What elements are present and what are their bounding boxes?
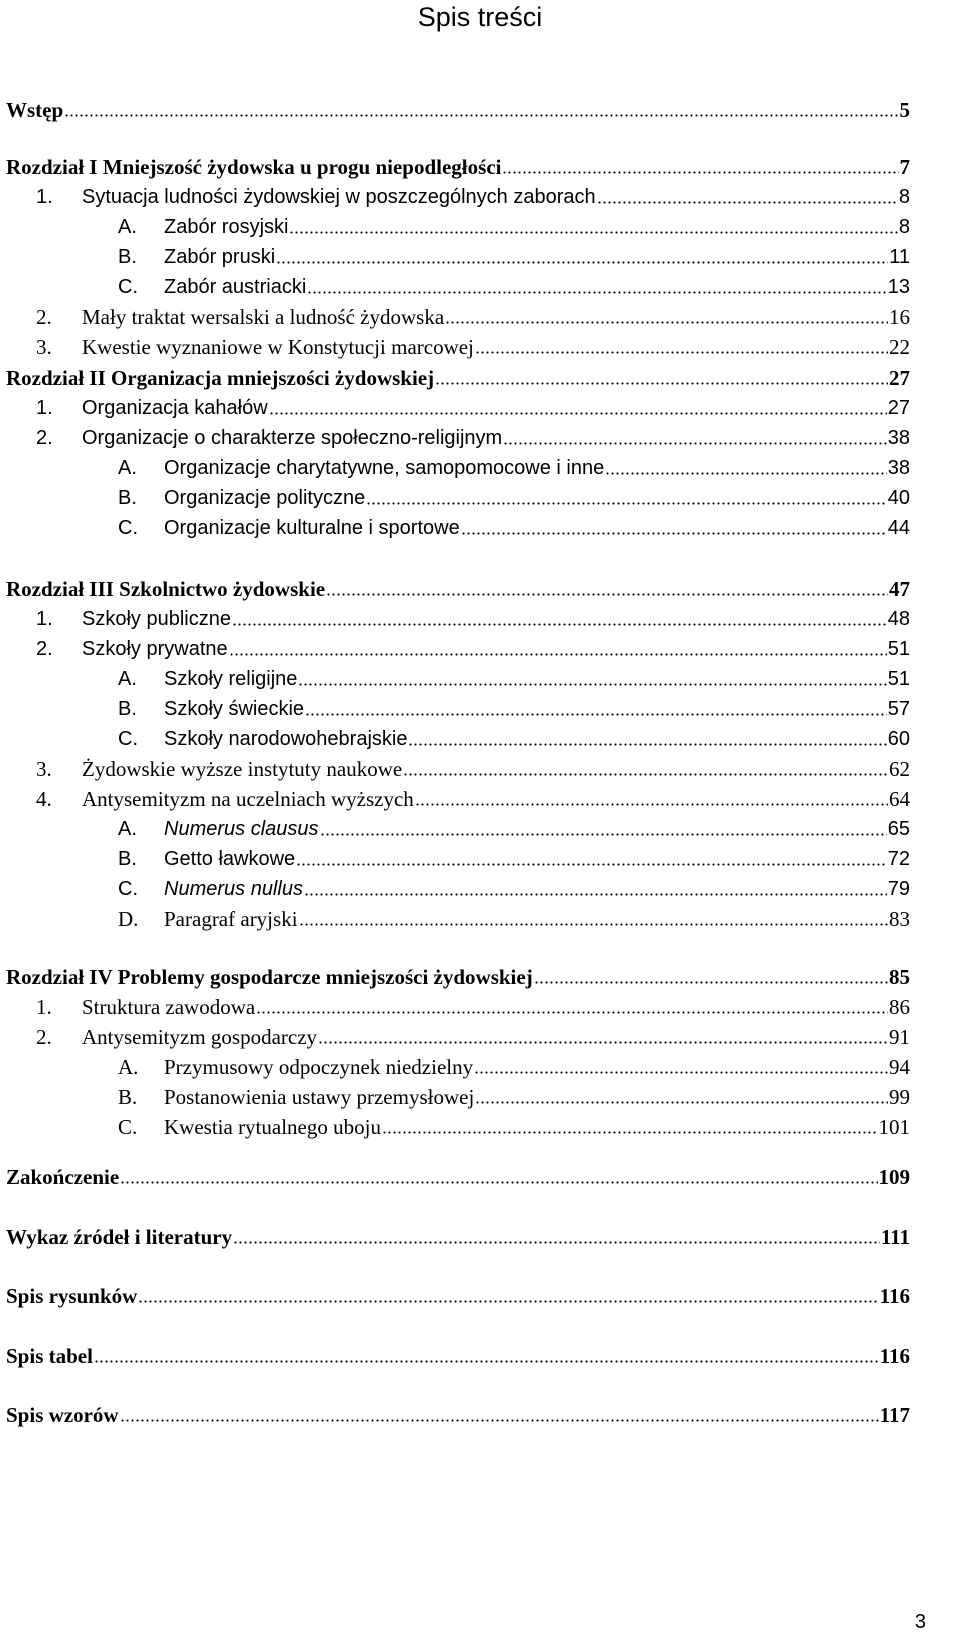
toc-entry-label: Struktura zawodowa (82, 995, 256, 1019)
toc-entry-page: 79 (887, 878, 910, 900)
toc-entry-label: Rozdział IV Problemy gospodarcze mniejszości żydowskiej (6, 965, 533, 989)
toc-entry-label: Szkoły narodowohebrajskie (164, 728, 408, 750)
toc-entry-number: C. (118, 276, 138, 298)
dot-leader (475, 349, 888, 355)
dot-leader (445, 319, 888, 325)
toc-entry-number: 3. (36, 757, 52, 781)
dot-leader (474, 1069, 888, 1075)
toc-entry[interactable] (6, 904, 910, 932)
toc-entry-label: Rozdział I Mniejszość żydowska u progu niepodległości (6, 155, 502, 179)
toc-entry-page: 85 (889, 965, 910, 989)
dot-leader (120, 1179, 877, 1185)
toc-entry-label: Szkoły prywatne (82, 638, 228, 660)
dot-leader (382, 1129, 878, 1135)
toc-entry[interactable] (6, 1082, 910, 1110)
toc-entry-page: 8 (898, 216, 910, 238)
dot-leader (605, 470, 887, 476)
dot-leader (120, 1417, 879, 1423)
toc-chapter-entry[interactable] (6, 1281, 910, 1309)
dot-leader (298, 681, 886, 687)
toc-entry[interactable] (6, 212, 910, 240)
toc-entry-label: Zabór rosyjski (164, 216, 289, 238)
toc-entry-label: Żydowskie wyższe instytuty naukowe (82, 757, 403, 781)
toc-entry-label: Zabór austriacki (164, 276, 307, 298)
toc-entry-page: 83 (889, 907, 910, 931)
toc-entry-label: Getto ławkowe (164, 848, 296, 870)
toc-entry-label: Paragraf aryjski (164, 907, 298, 931)
toc-entry-label: Organizacje charytatywne, samopomocowe i inne (164, 457, 605, 479)
toc-entry-label: Sytuacja ludności żydowskiej w poszczególnych zaborach (82, 186, 596, 208)
toc-entry-label: Szkoły religijne (164, 668, 298, 690)
dot-leader (502, 169, 898, 175)
toc-entry-number: 2. (36, 1025, 52, 1049)
toc-entry-label: Organizacja kahałów (82, 397, 268, 419)
dot-leader (307, 289, 886, 295)
toc-entry-page: 94 (889, 1055, 910, 1079)
toc-entry[interactable] (6, 423, 910, 451)
toc-entry-page: 116 (879, 1344, 910, 1368)
toc-entry-number: C. (118, 517, 138, 539)
dot-leader (138, 1298, 878, 1304)
toc-entry-page: 44 (887, 517, 910, 539)
toc-entry-number: B. (118, 1085, 138, 1109)
toc-entry-label: Rozdział II Organizacja mniejszości żydowskiej (6, 366, 435, 390)
toc-entry-page: 38 (887, 427, 910, 449)
toc-entry[interactable] (6, 242, 910, 270)
toc-entry-label: Szkoły świeckie (164, 698, 305, 720)
toc-entry-label: Antysemityzm na uczelniach wyższych (82, 787, 414, 811)
toc-chapter-entry[interactable] (6, 962, 910, 990)
toc-entry[interactable] (6, 513, 910, 541)
toc-entry-label: Antysemityzm gospodarczy (82, 1025, 318, 1049)
toc-entry[interactable] (6, 1112, 910, 1140)
toc-entry-label: Mały traktat wersalski a ludność żydowska (82, 305, 445, 329)
toc-chapter-entry[interactable] (6, 152, 910, 180)
toc-entry-page: 13 (887, 276, 910, 298)
toc-entry-page: 72 (887, 848, 910, 870)
toc-entry-label: Spis tabel (6, 1344, 93, 1368)
toc-entry-label: Zabór pruski (164, 246, 276, 268)
toc-entry-page: 86 (889, 995, 910, 1019)
toc-entry-number: A. (118, 818, 137, 840)
toc-chapter-entry[interactable] (6, 574, 910, 602)
dot-leader (503, 440, 887, 446)
toc-entry-label: Organizacje o charakterze społeczno-religijnym (82, 427, 503, 449)
toc-entry-label: Zakończenie (6, 1165, 120, 1189)
toc-entry-page: 38 (887, 457, 910, 479)
toc-chapter-entry[interactable] (6, 363, 910, 391)
toc-entry-page: 111 (880, 1225, 910, 1249)
toc-entry-page: 16 (889, 305, 910, 329)
toc-entry-number: 1. (36, 608, 53, 630)
toc-entry[interactable] (6, 814, 910, 842)
toc-entry-number: B. (118, 487, 137, 509)
dot-leader (403, 771, 888, 777)
toc-entry[interactable] (6, 483, 910, 511)
dot-leader (296, 861, 887, 867)
toc-entry-page: 11 (889, 246, 910, 268)
page-title: Spis treści (417, 2, 543, 32)
dot-leader (320, 831, 887, 837)
toc-entry[interactable] (6, 724, 910, 752)
toc-entry-number: B. (118, 246, 137, 268)
dot-leader (597, 199, 898, 205)
toc-chapter-entry[interactable] (6, 95, 910, 123)
toc-entry-label: Organizacje polityczne (164, 487, 366, 509)
toc-chapter-entry[interactable] (6, 1162, 910, 1190)
toc-entry-page: 62 (889, 757, 910, 781)
toc-entry-number: B. (118, 698, 137, 720)
dot-leader (276, 259, 888, 265)
dot-leader (64, 112, 898, 118)
toc-entry-page: 116 (879, 1284, 910, 1308)
dot-leader (415, 801, 888, 807)
toc-entry-label: Przymusowy odpoczynek niedzielny (164, 1055, 474, 1079)
toc-entry-number: A. (118, 457, 137, 479)
toc-entry-page: 51 (887, 668, 910, 690)
toc-entry-number: C. (118, 728, 138, 750)
page-number: 3 (914, 1611, 926, 1633)
toc-entry-label: Numerus nullus (164, 878, 303, 900)
toc-entry-page: 117 (879, 1403, 910, 1427)
toc-entry[interactable] (6, 604, 910, 632)
toc-entry-label: Szkoły publiczne (82, 608, 231, 630)
toc-entry-number: 2. (36, 427, 53, 449)
toc-chapter-entry[interactable] (6, 1222, 910, 1250)
toc-entry-number: 1. (36, 995, 52, 1019)
toc-entry[interactable] (6, 272, 910, 300)
toc-entry-label: Organizacje kulturalne i sportowe (164, 517, 460, 539)
toc-entry[interactable] (6, 844, 910, 872)
dot-leader (232, 621, 887, 627)
toc-entry-number: 1. (36, 186, 53, 208)
toc-entry-label: Rozdział III Szkolnictwo żydowskie (6, 577, 326, 601)
toc-entry-number: B. (118, 848, 137, 870)
toc-chapter-entry[interactable] (6, 1400, 910, 1428)
toc-entry[interactable] (6, 1052, 910, 1080)
toc-entry-page: 101 (878, 1115, 910, 1139)
dot-leader (435, 380, 888, 386)
toc-entry-number: A. (118, 1055, 139, 1079)
dot-leader (94, 1358, 879, 1364)
toc-entry-number: D. (118, 907, 139, 931)
toc-entry-page: 109 (878, 1165, 910, 1189)
toc-entry-page: 51 (887, 638, 910, 660)
toc-entry-page: 27 (887, 397, 910, 419)
dot-leader (318, 1039, 888, 1045)
toc-entry-label: Postanowienia ustawy przemysłowej (164, 1085, 475, 1109)
toc-entry-label: Spis rysunków (6, 1284, 138, 1308)
toc-entry-page: 48 (887, 608, 910, 630)
toc-entry-number: 1. (36, 397, 53, 419)
toc-entry[interactable] (6, 393, 910, 421)
dot-leader (366, 500, 887, 506)
dot-leader (289, 229, 897, 235)
dot-leader (461, 530, 887, 536)
toc-entry[interactable] (6, 453, 910, 481)
dot-leader (304, 891, 887, 897)
toc-entry[interactable] (6, 332, 910, 360)
dot-leader (233, 1239, 880, 1245)
toc-entry-page: 99 (889, 1085, 910, 1109)
toc-entry[interactable] (6, 182, 910, 210)
toc-entry-label: Kwestia rytualnego uboju (164, 1115, 381, 1139)
toc-entry-page: 91 (889, 1025, 910, 1049)
toc-entry[interactable] (6, 784, 910, 812)
toc-entry-page: 8 (898, 186, 910, 208)
toc-entry-page: 60 (887, 728, 910, 750)
dot-leader (408, 741, 886, 747)
toc-entry-number: C. (118, 1115, 138, 1139)
toc-entry-page: 65 (887, 818, 910, 840)
toc-entry[interactable] (6, 664, 910, 692)
toc-entry-number: C. (118, 878, 138, 900)
toc-entry-label: Kwestie wyznaniowe w Konstytucji marcowej (82, 335, 474, 359)
toc-entry-number: 2. (36, 305, 52, 329)
toc-entry[interactable] (6, 1022, 910, 1050)
dot-leader (269, 410, 887, 416)
toc-entry-page: 47 (889, 577, 910, 601)
dot-leader (475, 1099, 888, 1105)
dot-leader (326, 591, 888, 597)
toc-entry-page: 40 (887, 487, 910, 509)
toc-entry-label: Wstęp (6, 98, 64, 122)
toc-entry[interactable] (6, 694, 910, 722)
toc-entry-number: 4. (36, 787, 52, 811)
toc-entry[interactable] (6, 302, 910, 330)
toc-entry-page: 57 (887, 698, 910, 720)
toc-entry-number: A. (118, 216, 137, 238)
toc-entry[interactable] (6, 874, 910, 902)
toc-entry-number: 2. (36, 638, 53, 660)
dot-leader (256, 1009, 888, 1015)
dot-leader (534, 979, 888, 985)
toc-entry-page: 27 (889, 366, 910, 390)
toc-entry[interactable] (6, 754, 910, 782)
toc-entry-page: 7 (899, 155, 910, 179)
toc-entry-label: Numerus clausus (164, 818, 319, 840)
toc-entry-number: 3. (36, 335, 52, 359)
toc-entry-page: 64 (889, 787, 910, 811)
dot-leader (229, 651, 887, 657)
toc-entry-page: 5 (899, 98, 910, 122)
dot-leader (299, 921, 888, 927)
toc-chapter-entry[interactable] (6, 1341, 910, 1369)
toc-entry[interactable] (6, 992, 910, 1020)
toc-entry-label: Spis wzorów (6, 1403, 119, 1427)
toc-entry[interactable] (6, 634, 910, 662)
dot-leader (305, 711, 887, 717)
toc-entry-page: 22 (889, 335, 910, 359)
toc-entry-number: A. (118, 668, 137, 690)
toc-entry-label: Wykaz źródeł i literatury (6, 1225, 233, 1249)
